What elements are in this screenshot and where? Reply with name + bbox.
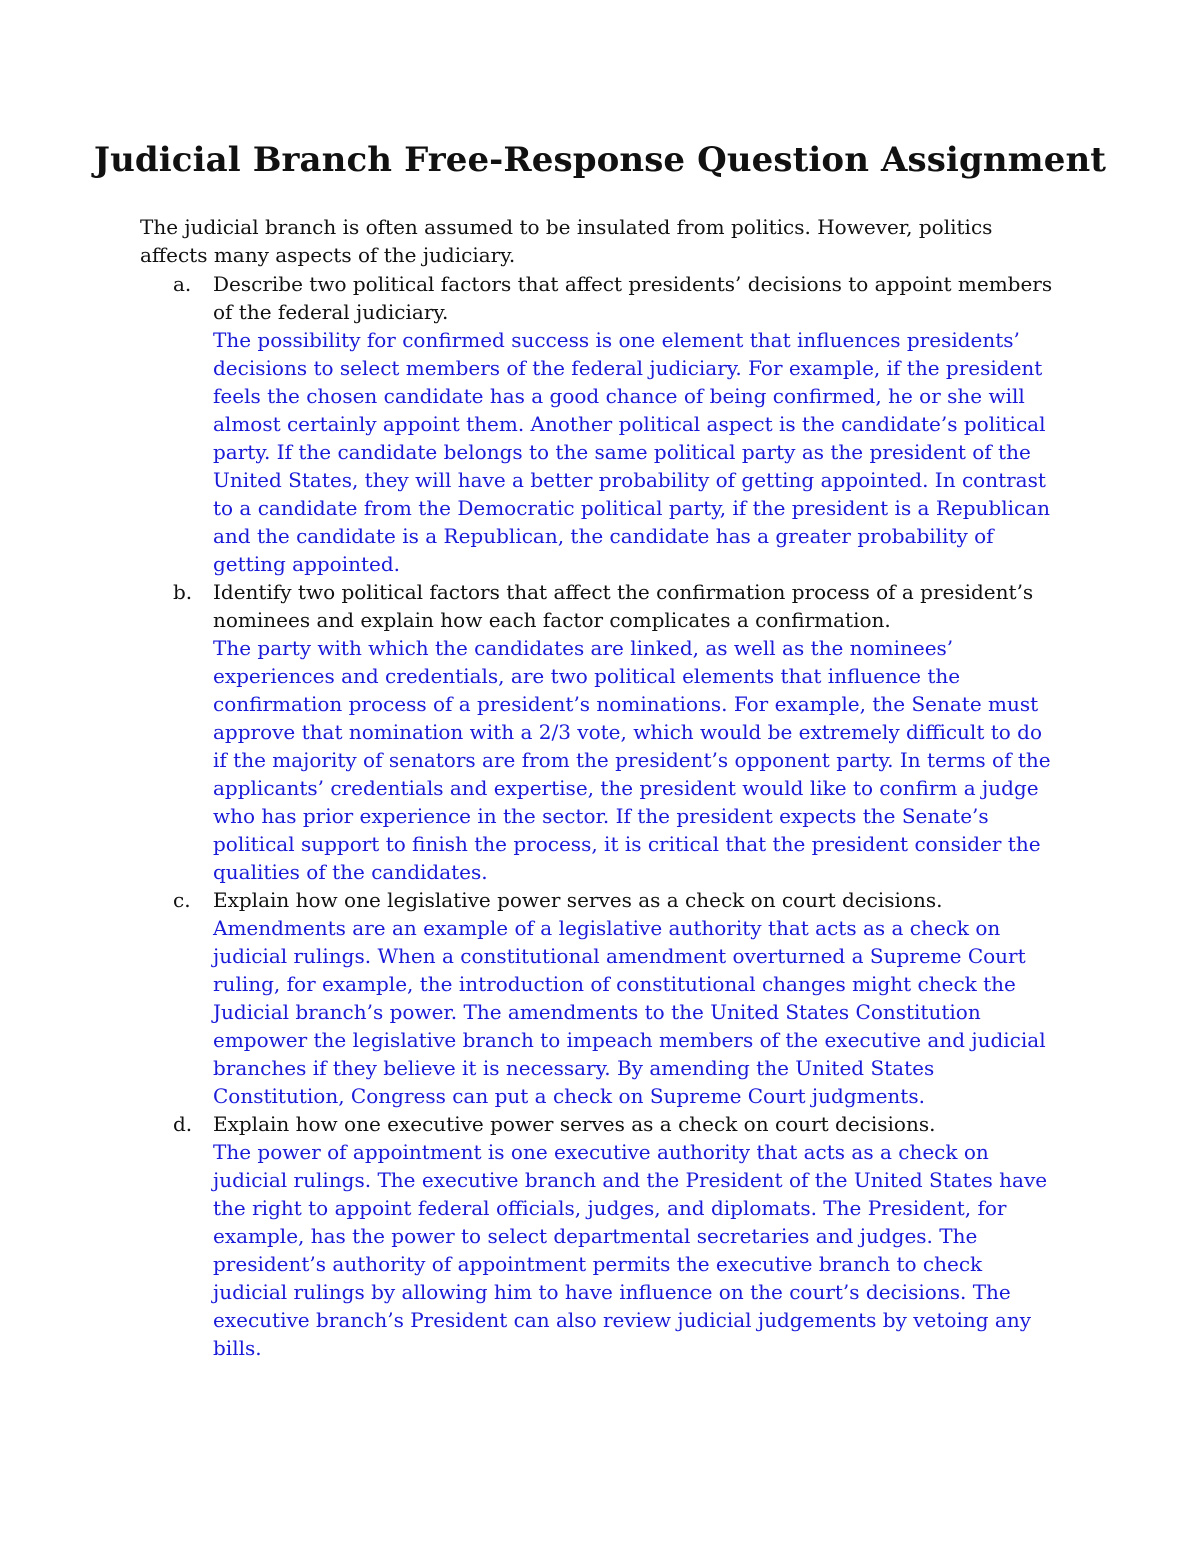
- question-letter: d.: [173, 1112, 193, 1136]
- question-letter: b.: [173, 580, 193, 604]
- question-letter: a.: [173, 272, 192, 296]
- question-letter: c.: [173, 888, 191, 912]
- question-prompt: Describe two political factors that affect presidents’ decisions to appoint members of the federal judiciary.: [213, 272, 1053, 324]
- answer-text: The possibility for confirmed success is one element that influences presidents’ decisions to select members of the federal judiciary. For example, if the president feels the chosen candidate has a good chance of being confirmed, he or she will almost certainly appoint them. Another political aspect is the candidate’s political party. If the candidate belongs to the same political party as the president of the United States, they will have a better probability of getting appointed. In contrast to a candidate from the Democratic political party, if the president is a Republican and the candidate is a Republican, the candidate has a greater probability of getting appointed.: [213, 328, 1051, 576]
- question-prompt: Explain how one executive power serves as a check on court decisions.: [213, 1112, 936, 1136]
- question-item-b: [140, 578, 1060, 886]
- intro-paragraph: The judicial branch is often assumed to be insulated from politics. However, politics affects many aspects of the judiciary.: [140, 215, 993, 267]
- question-prompt: Explain how one legislative power serves as a check on court decisions.: [213, 888, 943, 912]
- question-item-a: [140, 270, 1060, 578]
- document-title: Judicial Branch Free-Response Question Assignment: [93, 140, 1107, 180]
- question-item-c: [140, 886, 1060, 1110]
- question-prompt: Identify two political factors that affect the confirmation process of a president’s nominees and explain how each factor complicates a confirmation.: [213, 580, 1034, 632]
- question-list: [140, 270, 1060, 1362]
- answer-text: The party with which the candidates are linked, as well as the nominees’ experiences and credentials, are two political elements that influence the confirmation process of a president’s nominations. For example, the Senate must approve that nomination with a 2/3 vote, which would be extremely difficult to do if the majority of senators are from the president’s opponent party. In terms of the applicants’ credentials and expertise, the president would like to confirm a judge who has prior experience in the sector. If the president expects the Senate’s political support to finish the process, it is critical that the president consider the qualities of the candidates.: [213, 636, 1051, 884]
- answer-text: Amendments are an example of a legislative authority that acts as a check on judicial rulings. When a constitutional amendment overturned a Supreme Court ruling, for example, the introduction of constitutional changes might check the Judicial branch’s power. The amendments to the United States Constitution empower the legislative branch to impeach members of the executive and judicial branches if they believe it is necessary. By amending the United States Constitution, Congress can put a check on Supreme Court judgments.: [213, 916, 1046, 1108]
- question-item-d: [140, 1110, 1060, 1362]
- answer-text: The power of appointment is one executive authority that acts as a check on judicial rulings. The executive branch and the President of the United States have the right to appoint federal officials, judges, and diplomats. The President, for example, has the power to select departmental secretaries and judges. The president’s authority of appointment permits the executive branch to check judicial rulings by allowing him to have influence on the court’s decisions. The executive branch’s President can also review judicial judgements by vetoing any bills.: [213, 1140, 1048, 1360]
